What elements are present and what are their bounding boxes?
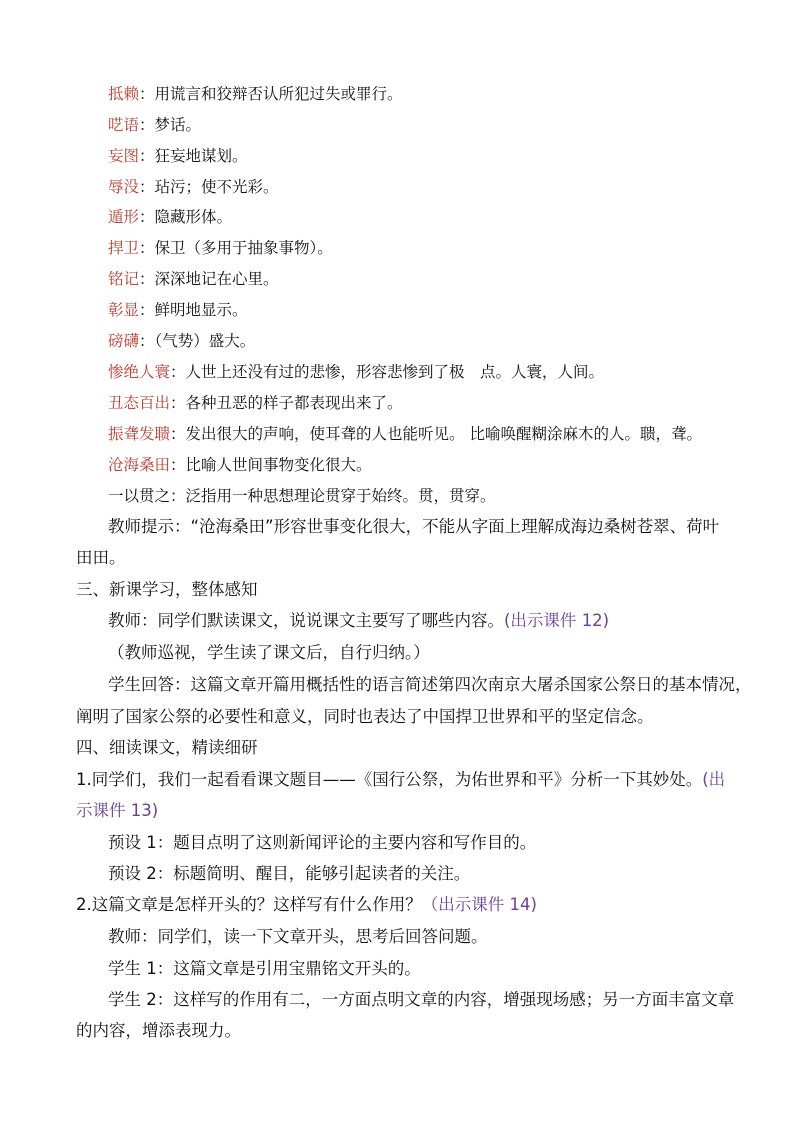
- glossary-definition: ：发出很大的声响，使耳聋的人也能听见。 比喻唤醒糊涂麻木的人。聩，聋。: [170, 425, 702, 443]
- glossary-term: 振聋发聩: [108, 425, 171, 443]
- student-answer: 学生回答：这篇文章开篇用概括性的语言简述第四次南京大屠杀国家公祭日的基本情况，: [108, 675, 752, 694]
- glossary-term: 磅礴: [108, 332, 140, 350]
- courseware-number: 13): [130, 801, 159, 820]
- glossary-definition: ：鲜明地显示。: [139, 301, 248, 319]
- section-heading: 三、新课学习，整体感知: [76, 580, 258, 599]
- glossary-item: [108, 115, 201, 135]
- glossary-definition: ：玷污；使不光彩。: [139, 178, 279, 196]
- preset-answer-1: 预设 1：题目点明了这则新闻评论的主要内容和写作目的。: [108, 833, 537, 852]
- glossary-item: [108, 269, 279, 289]
- glossary-term: 彰显: [108, 301, 140, 319]
- glossary-term: 遁形: [108, 208, 140, 226]
- question-1-continued: [76, 801, 158, 821]
- teacher-tip-continued: 田田。: [76, 548, 126, 567]
- glossary-item: [108, 486, 496, 506]
- glossary-term: 呓语: [108, 116, 140, 134]
- glossary-definition: ：用谎言和狡辩否认所犯过失或罪行。: [139, 85, 403, 103]
- glossary-item: [108, 424, 702, 444]
- question-1-text: 1.同学们，我们一起看看课文题目——《国行公祭，为佑世界和平》分析一下其妙处。: [76, 770, 703, 789]
- glossary-item: [108, 331, 255, 351]
- glossary-term: 沧海桑田: [108, 456, 171, 474]
- courseware-hint: (出: [702, 770, 726, 789]
- courseware-hint: （出示课件: [421, 895, 505, 914]
- teacher-note: （教师巡视，学生读了课文后，自行归纳。）: [108, 643, 430, 662]
- courseware-number: 14): [509, 895, 537, 914]
- glossary-item: [108, 393, 403, 413]
- glossary-term: 辱没: [108, 178, 140, 196]
- glossary-term: 妄图: [108, 147, 140, 165]
- teacher-instruction: 教师：同学们，读一下文章开头，思考后回答问题。: [108, 927, 488, 946]
- glossary-term: 惨绝人寰: [108, 363, 171, 381]
- glossary-item: [108, 362, 604, 382]
- teacher-tip: 教师提示：“沧海桑田”形容世事变化很大，不能从字面上理解成海边桑树苍翠、荷叶: [108, 517, 720, 536]
- glossary-definition: ：泛指用一种思想理论贯穿于始终。贯，贯穿。: [170, 487, 496, 505]
- question-2-text: 2.这篇文章是怎样开头的？这样写有什么作用？: [76, 895, 422, 914]
- glossary-definition: ：人世上还没有过的悲惨，形容悲惨到了极 点。人寰，人间。: [170, 363, 605, 381]
- teacher-question: [108, 611, 609, 631]
- glossary-item: [108, 455, 372, 475]
- preset-answer-2: 预设 2：标题简明、醒目，能够引起读者的关注。: [108, 864, 471, 883]
- glossary-definition: ：梦话。: [139, 116, 202, 134]
- glossary-term: 抵赖: [108, 85, 140, 103]
- glossary-definition: ：隐藏形体。: [139, 208, 233, 226]
- glossary-item: [108, 177, 279, 197]
- glossary-term: 丑态百出: [108, 394, 171, 412]
- glossary-definition: ：狂妄地谋划。: [139, 147, 248, 165]
- question-1: [76, 770, 725, 790]
- glossary-item: [108, 207, 232, 227]
- glossary-definition: ：（气势）盛大。: [139, 332, 256, 350]
- question-2: [76, 895, 537, 915]
- courseware-hint: 示课件: [76, 801, 126, 820]
- student-1-answer: 学生 1：这篇文章是引用宝鼎铭文开头的。: [108, 959, 421, 978]
- glossary-term: 一以贯之: [108, 487, 171, 505]
- glossary-item: [108, 300, 248, 320]
- glossary-term: 铭记: [108, 270, 140, 288]
- courseware-hint: (出示课件: [504, 611, 577, 630]
- glossary-term: 捍卫: [108, 239, 140, 257]
- student-2-answer: 学生 2：这样写的作用有二，一方面点明文章的内容，增强现场感；另一方面丰富文章: [108, 990, 735, 1009]
- glossary-item: [108, 146, 248, 166]
- glossary-definition: ：各种丑恶的样子都表现出来了。: [170, 394, 403, 412]
- section-heading: 四、细读课文，精读细研: [76, 738, 258, 757]
- glossary-definition: ：深深地记在心里。: [139, 270, 279, 288]
- glossary-definition: ：保卫（多用于抽象事物）。: [139, 239, 333, 257]
- courseware-number: 12): [581, 611, 610, 630]
- glossary-definition: ：比喻人世间事物变化很大。: [170, 456, 372, 474]
- student-2-answer-continued: 的内容，增添表现力。: [76, 1021, 241, 1040]
- teacher-question-text: 教师：同学们默读课文，说说课文主要写了哪些内容。: [108, 611, 504, 630]
- glossary-item: [108, 84, 403, 104]
- glossary-item: [108, 238, 333, 258]
- student-answer-continued: 阐明了国家公祭的必要性和意义，同时也表达了中国捍卫世界和平的坚定信念。: [76, 707, 654, 726]
